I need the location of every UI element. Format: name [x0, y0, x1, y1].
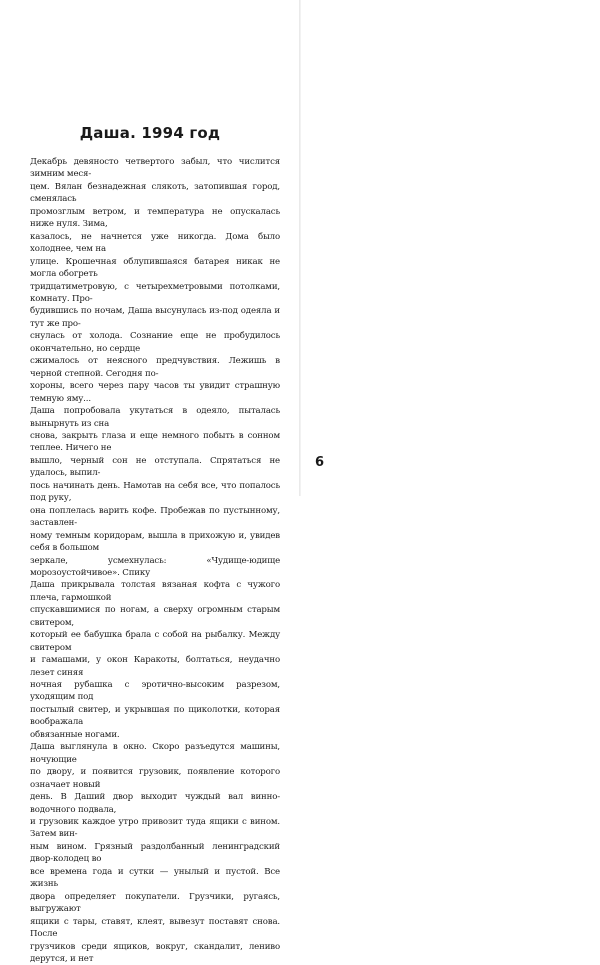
chapter-title: Даша. 1994 год — [79, 124, 221, 142]
left-page-text: Декабрь девяносто четвертого забыл, что числится зимним меся- цем. Вялан безнадежная слякоть, затопившая город, сменялась промозглым ветром, и температура не опускалась ниже нуля. Зима, казалось, не начнется уже никогда. Дома было холоднее, чем на улице. Крошечная облупившаяся батарея никак не могла обогреть тридцатиметровую, с четырехметровыми потолками, комнату. Про- будившись по ночам, Даша высунулась из-под одеяла и тут же про- снулась от холода. Сознание еще не пробудилось окончательно, но сердце сжималось от неясного предчувствия. Лежишь в черной степной. Сегодня по- хороны, всего через пару часов ты увидит страшную темную яму... Даша попробовала укутаться в одеяло, пыталась вынырнуть из сна снова, закрыть глаза и еще немного побыть в сонном теплее. Ничего не вышло, черный сон не отступала. Спрятаться не удалось, выпил- пось начинать день. Намотав на себя все, что попалось под руку, она поплелась варить кофе. Пробежав по пустынному, заставлен- ному темным коридорам, вышла в прихожую и, увидев себя в большом зеркале, усмехнулась: «Чудище-юдище морозоустойчивое». Спику Даша прикрывала толстая вязаная кофта с чужого плеча, гармошкой спускавшимися по ногам, а сверху огромным старым свитером, который ее бабушка брала с собой на рыбалку. Между свитером и гамашами, у окон Каракоты, болтаться, неудачно лезет синяя ночная рубашка с эротично-высоким разрезом, уходящим под постылый свитер, и укрывшая по щиколотки, которая воображала обвязанные ногами. Даша выглянула в окно. Скоро разъедутся машины, ночующие по двору, и появится грузовик, появление которого означает новый день. В Даший двор выходит чуждый вал винно-водочного подвала, и грузовик каждое утро привозит туда ящики с вином. Затем вин- ным вином. Грязный раздолбанный ленинградский двор-колодец во все времена года и сутки — унылый и пустой. Все жизнь двора определяет покупатели. Грузчики, ругаясь, выгружают ящики с тары, ставят, клеят, вывезут поставят снова. После грузчиков среди ящиков, вокруг, скандалит, лениво дерутся, и нет — [30, 157, 280, 964]
right-page — [301, 0, 600, 496]
left-page — [0, 0, 299, 964]
page-number: 6 — [315, 455, 325, 470]
